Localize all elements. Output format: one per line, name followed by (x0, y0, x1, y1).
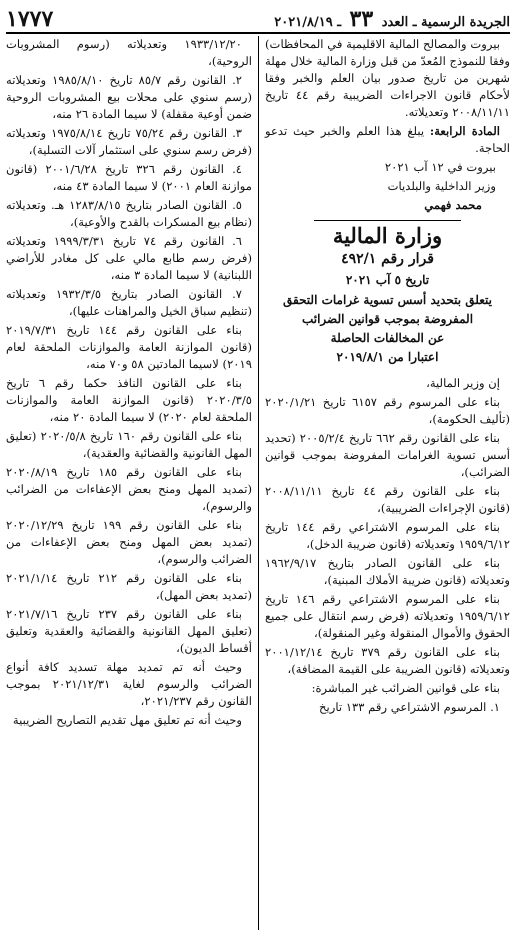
subject-line: المفروضة بموجب قوانين الضرائب (301, 312, 474, 326)
text-columns (6, 36, 510, 930)
preamble-paragraph: بناء على المرسوم الاشتراعي رقم ١٤٦ تاريخ ١٩٥٩/٦/١٢ وتعديلاته (فرض رسم انتقال على جميع الحقوق والأموال المنقولة وغير المنقولة)، (265, 592, 510, 640)
gazette-name: الجريدة الرسمية ـ العدد (381, 15, 510, 30)
preamble-paragraph: بناء على القانون الصادر بتاريخ ١٩٦٢/٩/١٧ وتعديلاته (قانون ضريبة الأملاك المبنية)، (265, 556, 510, 587)
article-four (265, 123, 510, 157)
preamble-paragraph: بناء على القانون رقم ٢٣٧ تاريخ ٢٠٢١/٧/١٦ (تعليق المهل القانونية والقضائية والعقدية وتعليق أقساط الديون)، (6, 607, 252, 655)
preamble-paragraph: ٧. القانون الصادر بتاريخ ١٩٣٢/٣/٥ وتعديلاته (تنظيم سباق الخيل والمراهنات عليها)، (6, 287, 252, 318)
preamble-paragraph: بناء على قوانين الضرائب غير المباشرة: (311, 681, 500, 695)
preamble-paragraph: وحيث أنه تم تمديد مهلة تسديد كافة أنواع الضرائب والرسوم لغاية ٢٠٢١/١٢/٣١ بموجب القانون رقم ٢٠٢١/٢٣٧، (6, 660, 252, 708)
page-header (6, 6, 510, 34)
page-number: ١٧٧٧ (6, 6, 54, 32)
preamble-paragraph: ٤. القانون رقم ٣٢٦ تاريخ ٢٠٠١/٦/٢٨ (قانون موازنة العام ٢٠٠١) لا سيما المادة ٤٣ منه، (6, 162, 252, 193)
preamble-paragraph: بناء على المرسوم رقم ٦١٥٧ تاريخ ٢٠٢٠/١/٢١ (تأليف الحكومة)، (265, 395, 510, 426)
signature-title: وزير الداخلية والبلديات (387, 179, 496, 193)
left-column (6, 36, 258, 930)
preamble-paragraph: ١. المرسوم الاشتراعي رقم ١٣٣ تاريخ (319, 700, 500, 714)
preamble-paragraph: بناء على القانون رقم ١٤٤ تاريخ ٢٠١٩/٧/٣١ (قانون الموازنة العامة والموازنات الملحقة لعام ٢٠١٩) لاسيما المادتين ٥٨ و٧٠ منه، (6, 323, 252, 371)
issue-number: ٣٣ (349, 6, 374, 32)
preamble-paragraph: بناء على القانون رقم ١٦٠ تاريخ ٢٠٢٠/٥/٨ (تعليق المهل القانونية والقضائية والعقدية)، (6, 429, 252, 460)
preamble-paragraph: بناء على القانون رقم ٢١٢ تاريخ ٢٠٢١/١/١٤ (تمديد بعض المهل)، (6, 571, 252, 602)
preamble-paragraph: بناء على المرسوم الاشتراعي رقم ١٤٤ تاريخ ١٩٥٩/٦/١٢ وتعديلاته (قانون ضريبة الدخل)، (265, 520, 510, 551)
gazette-title (274, 6, 510, 32)
right-column (258, 36, 510, 930)
preamble-paragraph: ١٩٣٣/١٢/٢٠ وتعديلاته (رسوم المشروبات الروحية)، (6, 37, 252, 68)
preamble-paragraph: وحيث أنه تم تعليق مهل تقديم التصاريح الضريبية (12, 713, 242, 727)
preamble-paragraph: بناء على القانون رقم ٤٤ تاريخ ٢٠٠٨/١١/١١ (قانون الإجراءات الضريبية)، (265, 484, 510, 515)
preamble-paragraph: ٥. القانون الصادر بتاريخ ١٢٨٣/٨/١٥ هـ. وتعديلاته (نظام بيع المسكرات بالقدح والأوعية)، (6, 198, 252, 229)
decision-date: تاريخ ٥ آب ٢٠٢١ (345, 273, 430, 287)
preamble-paragraph: إن وزير المالية، (426, 376, 500, 390)
preamble-paragraph: بناء على القانون النافذ حكما رقم ٦ تاريخ ٢٠٢٠/٣/٥ (قانون الموازنة العامة والموازنات الملحقة لعام ٢٠٢٠) لا سيما المادة ٢٠ منه، (6, 376, 252, 424)
ministry-heading: وزارة المالية (314, 220, 461, 244)
decision-subject (265, 291, 510, 367)
preamble-paragraph: بناء على القانون رقم ١٨٥ تاريخ ٢٠٢٠/٨/١٩ (تمديد المهل ومنح بعض الإعفاءات من الضرائب والرسوم)، (6, 465, 252, 513)
preamble-paragraph: بناء على القانون رقم ٣٧٩ تاريخ ٢٠٠١/١٢/١٤ وتعديلاته (قانون الضريبة على القيمة المضافة)، (265, 645, 510, 676)
subject-line: اعتبارا من ٢٠١٩/٨/١ (336, 350, 439, 364)
preamble-paragraph: ٦. القانون رقم ٧٤ تاريخ ١٩٩٩/٣/٣١ وتعديلاته (فرض رسم طابع مالي على كل مغادر للأراضي اللبنانية) لا سيما المادة ٣ منه، (6, 234, 252, 282)
article-four-text: يبلغ هذا العلم والخبر حيث تدعو الحاجة. (265, 124, 510, 155)
preamble-paragraph: ٢. القانون رقم ٨٥/٧ تاريخ ١٩٨٥/٨/١٠ وتعديلاته (رسم سنوي على محلات بيع المشروبات الروحية ضمن أوعية مقفلة) لا سيما المادة ٢٦ منه، (6, 73, 252, 121)
preamble-paragraph: بناء على القانون رقم ٦٦٢ تاريخ ٢٠٠٥/٢/٤ (تحديد أسس تسوية الغرامات المفروضة بموجب قوانين الضرائب)، (265, 431, 510, 479)
subject-line: يتعلق بتحديد أسس تسوية غرامات التحقق (282, 293, 492, 307)
article-four-label: المادة الرابعة: (429, 124, 500, 138)
signature-date: بيروت في ١٢ آب ٢٠٢١ (384, 160, 496, 174)
decision-number: قرار رقم ٤٩٢/١ (341, 251, 434, 267)
preamble-paragraph: ٣. القانون رقم ٧٥/٢٤ تاريخ ١٩٧٥/٨/١٤ وتعديلاته (فرض رسم سنوي على استثمار آلات التسلية)، (6, 126, 252, 157)
preamble-paragraph: بناء على القانون رقم ١٩٩ تاريخ ٢٠٢٠/١٢/٢٩ (تمديد بعض المهل ومنح بعض الإعفاءات من الضرائب والرسوم)، (6, 518, 252, 566)
issue-date: ـ ٢٠٢١/٨/١٩ (274, 15, 342, 30)
intro-paragraph: بيروت والمصالح المالية الاقليمية في المحافظات) وفقا للنموذج المُعدّ من قبل وزارة المالية خلال مهلة شهرين من تاريخ صدور بيان العلم والخبر وفقا لأحكام قانون الاجراءات الضريبية رقم ٤٤ تاريخ ٢٠٠٨/١١/١١ وتعديلاته. (265, 37, 510, 119)
subject-line: عن المخالفات الحاصلة (330, 331, 445, 345)
signature-name: محمد فهمي (424, 198, 482, 212)
